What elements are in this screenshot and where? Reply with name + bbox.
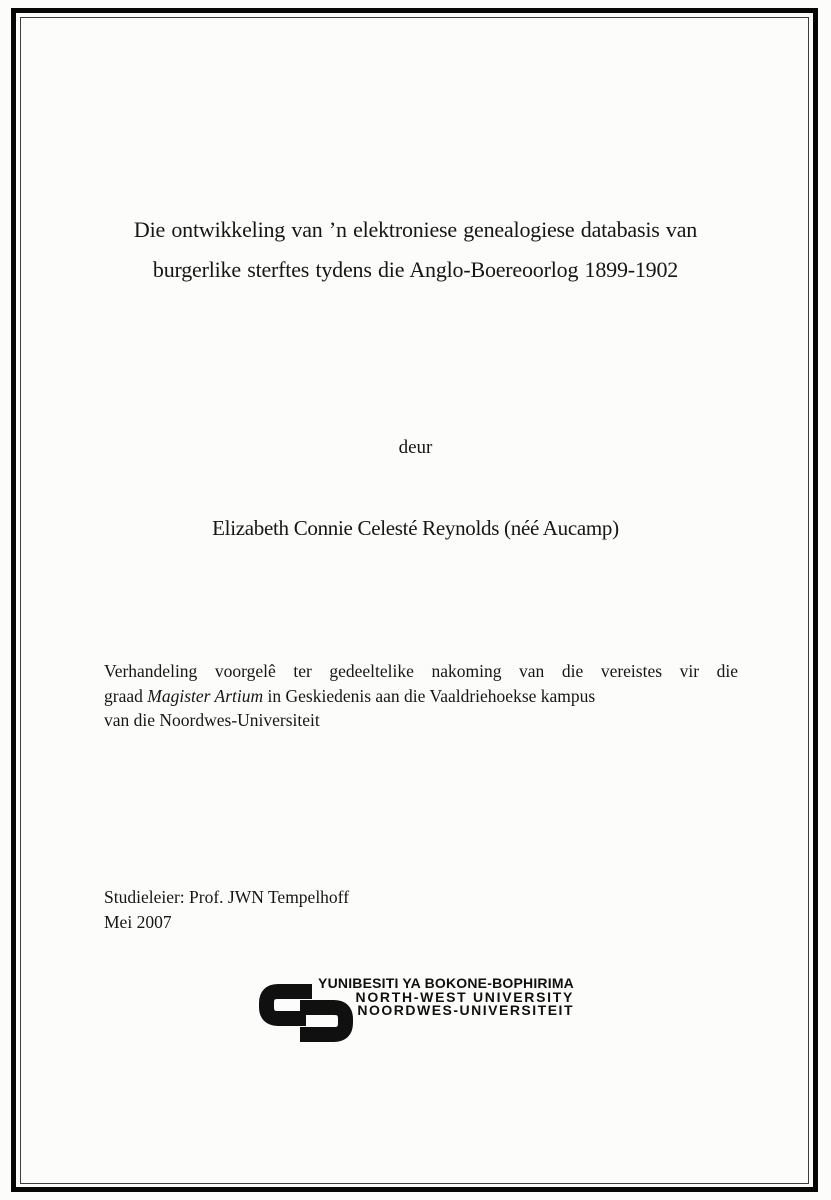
thesis-title-line1: Die ontwikkeling van ’n elektroniese genealogiese databasis van — [133, 217, 698, 242]
declaration-line2-prefix: graad — [104, 685, 148, 706]
thesis-title — [0, 210, 831, 290]
degree-declaration — [104, 659, 738, 733]
byline-label: deur — [398, 437, 433, 458]
author-name: Elizabeth Connie Celesté Reynolds (néé Aucamp) — [212, 516, 619, 540]
logo-line-afrikaans: NOORDWES-UNIVERSITEIT — [357, 1002, 574, 1018]
declaration-line1: Verhandeling voorgelê ter gedeeltelike nakoming van die vereistes vir die — [104, 661, 738, 681]
supervisor-block — [104, 885, 349, 934]
declaration-line3: van die Noordwes-Universiteit — [104, 710, 320, 730]
supervisor-line: Studieleier: Prof. JWN Tempelhoff — [104, 887, 350, 907]
degree-name-italic: Magister Artium — [147, 685, 264, 706]
university-logo-wordmark — [318, 977, 574, 1018]
date-line: Mei 2007 — [104, 911, 172, 932]
declaration-line2-suffix: in Geskiedenis aan die Vaaldriehoekse kampus — [263, 685, 596, 706]
logo-line-english: NORTH-WEST UNIVERSITY — [355, 988, 574, 1005]
declaration-line2 — [104, 684, 738, 709]
thesis-title-line2: burgerlike sterftes tydens die Anglo-Boereoorlog 1899-1902 — [152, 257, 679, 282]
logo-line-setswana: YUNIBESITI YA BOKONE-BOPHIRIMA — [318, 975, 574, 991]
